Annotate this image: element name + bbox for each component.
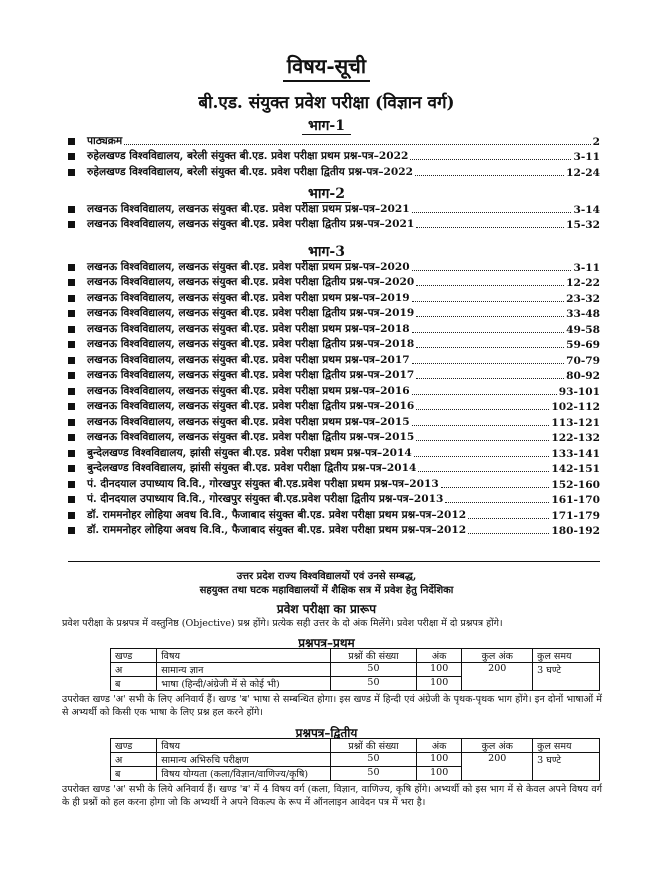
square-bullet-icon (68, 527, 75, 534)
toc-title-text: विषय-सूची (283, 54, 370, 82)
toc-entry[interactable]: लखनऊ विश्वविद्यालय, लखनऊ संयुक्त बी.एड. प्रवेश परीक्षा द्वितीय प्रश्न-पत्र–2020 12-22 (68, 274, 600, 290)
square-bullet-icon (68, 388, 75, 395)
exam-subtitle: बी.एड. संयुक्त प्रवेश परीक्षा (विज्ञान वर्ग) (198, 93, 455, 113)
toc-entry[interactable]: बुन्देलखण्ड विश्वविद्यालय, झांसी संयुक्त बी.एड. प्रवेश परीक्षा प्रथम प्रश्न-पत्र–2014 133-141 (68, 444, 600, 460)
square-bullet-icon (68, 419, 75, 426)
table-row: ब विषय योग्यता (कला/विज्ञान/वाणिज्य/कृषि) 50 100 (111, 767, 600, 781)
square-bullet-icon (68, 153, 75, 160)
section-divider (68, 561, 600, 562)
part-1-heading: भाग-1 (0, 116, 653, 135)
total-time: 3 घण्टे (533, 753, 600, 781)
format-text: प्रवेश परीक्षा के प्रश्नपत्र में वस्तुनिष्ठ (Objective) प्रश्न होंगे। प्रत्येक सही उत्तर के दो अंक मिलेंगे। प्रवेश परीक्षा में दो प्रश्नपत्र होंगे। (62, 618, 503, 629)
toc-entry[interactable]: लखनऊ विश्वविद्यालय, लखनऊ संयुक्त बी.एड. प्रवेश परीक्षा द्वितीय प्रश्न-पत्र–2018 59-69 (68, 336, 600, 352)
toc-title (0, 52, 653, 79)
square-bullet-icon (68, 264, 75, 271)
toc-entry[interactable]: लखनऊ विश्वविद्यालय, लखनऊ संयुक्त बी.एड. प्रवेश परीक्षा प्रथम प्रश्न-पत्र–2021 3-14 (68, 200, 600, 216)
part-2-heading: भाग-2 (0, 184, 653, 203)
square-bullet-icon (68, 310, 75, 317)
paper-1-title: प्रश्नपत्र–प्रथम (298, 636, 355, 650)
square-bullet-icon (68, 450, 75, 457)
square-bullet-icon (68, 496, 75, 503)
toc-entry[interactable]: रुहेलखण्ड विश्वविद्यालय, बरेली संयुक्त बी.एड. प्रवेश परीक्षा द्वितीय प्रश्न-पत्र–2022 12-24 (68, 163, 600, 179)
square-bullet-icon (68, 138, 75, 145)
square-bullet-icon (68, 206, 75, 213)
part-2-list (68, 200, 600, 231)
toc-entry[interactable]: डॉ. राममनोहर लोहिया अवध वि.वि., फैजाबाद संयुक्त बी.एड. प्रवेश परीक्षा प्रथम प्रश्न-पत्र–2012 171-179 (68, 506, 600, 522)
toc-entry[interactable]: पाठ्यक्रम 2 (68, 132, 600, 148)
guide-heading: उत्तर प्रदेश राज्य विश्वविद्यालयों एवं उनसे सम्बद्ध, सहयुक्त तथा घटक महाविद्यालयों में शैक्षिक सत्र में प्रवेश हेतु निर्देशिका (199, 571, 454, 596)
table-row: अ सामान्य अभिरुचि परीक्षण 50 100 200 3 घण्टे (111, 753, 600, 767)
total-marks: 200 (462, 663, 533, 691)
paper-2-table (110, 738, 600, 781)
toc-entry[interactable]: लखनऊ विश्वविद्यालय, लखनऊ संयुक्त बी.एड. प्रवेश परीक्षा प्रथम प्रश्न-पत्र–2016 93-101 (68, 382, 600, 398)
square-bullet-icon (68, 357, 75, 364)
square-bullet-icon (68, 295, 75, 302)
toc-entry[interactable]: लखनऊ विश्वविद्यालय, लखनऊ संयुक्त बी.एड. प्रवेश परीक्षा द्वितीय प्रश्न-पत्र–2015 122-132 (68, 429, 600, 445)
toc-entry[interactable]: रुहेलखण्ड विश्वविद्यालय, बरेली संयुक्त बी.एड. प्रवेश परीक्षा प्रथम प्रश्न-पत्र–2022 3-11 (68, 148, 600, 164)
total-marks: 200 (462, 753, 533, 781)
square-bullet-icon (68, 326, 75, 333)
part-3-heading: भाग-3 (0, 242, 653, 261)
paper-2-note: उपरोक्त खण्ड 'अ' सभी के लिये अनिवार्य हैं। खण्ड 'ब' में 4 विषय वर्ग (कला, विज्ञान, वाणिज्य, कृषि होंगे। अभ्यर्थी को इस भाग में से केवल अपने विषय वर्ग के ही प्रश्नों को हल करना होगा जो कि अभ्यर्थी ने अपने विकल्प के रूप में ऑनलाइन आवेदन पत्र में भरा है। (62, 784, 602, 808)
toc-entry[interactable]: लखनऊ विश्वविद्यालय, लखनऊ संयुक्त बी.एड. प्रवेश परीक्षा प्रथम प्रश्न-पत्र–2020 3-11 (68, 258, 600, 274)
toc-entry[interactable]: लखनऊ विश्वविद्यालय, लखनऊ संयुक्त बी.एड. प्रवेश परीक्षा द्वितीय प्रश्न-पत्र–2017 80-92 (68, 367, 600, 383)
toc-entry[interactable]: डॉ. राममनोहर लोहिया अवध वि.वि., फैजाबाद संयुक्त बी.एड. प्रवेश परीक्षा प्रथम प्रश्न-पत्र–2012 180-192 (68, 522, 600, 538)
square-bullet-icon (68, 221, 75, 228)
square-bullet-icon (68, 169, 75, 176)
square-bullet-icon (68, 512, 75, 519)
part-1-list (68, 132, 600, 179)
total-time: 3 घण्टे (533, 663, 600, 691)
paper-1-note: उपरोक्त खण्ड 'अ' सभी के लिए अनिवार्य हैं। खण्ड 'ब' भाषा से सम्बन्धित होगा। इस खण्ड में हिन्दी एवं अंग्रेजी के पृथक-पृथक भाग होंगे। इन दोनों भाषाओं में से अभ्यर्थी को किसी एक भाषा के लिए प्रश्न हल करने होंगे। (62, 694, 602, 718)
toc-entry[interactable]: लखनऊ विश्वविद्यालय, लखनऊ संयुक्त बी.एड. प्रवेश परीक्षा प्रथम प्रश्न-पत्र–2015 113-121 (68, 413, 600, 429)
square-bullet-icon (68, 434, 75, 441)
format-title: प्रवेश परीक्षा का प्रारूप (276, 602, 377, 616)
toc-entry[interactable]: लखनऊ विश्वविद्यालय, लखनऊ संयुक्त बी.एड. प्रवेश परीक्षा प्रथम प्रश्न-पत्र–2019 23-32 (68, 289, 600, 305)
toc-entry[interactable]: लखनऊ विश्वविद्यालय, लखनऊ संयुक्त बी.एड. प्रवेश परीक्षा प्रथम प्रश्न-पत्र–2017 70-79 (68, 351, 600, 367)
table-row: अ सामान्य ज्ञान 50 100 200 3 घण्टे (111, 663, 600, 677)
toc-entry[interactable]: लखनऊ विश्वविद्यालय, लखनऊ संयुक्त बी.एड. प्रवेश परीक्षा द्वितीय प्रश्न-पत्र–2021 15-32 (68, 216, 600, 232)
square-bullet-icon (68, 341, 75, 348)
paper-1-table (110, 648, 600, 691)
toc-entry[interactable]: लखनऊ विश्वविद्यालय, लखनऊ संयुक्त बी.एड. प्रवेश परीक्षा द्वितीय प्रश्न-पत्र–2019 33-48 (68, 305, 600, 321)
toc-entry[interactable]: पं. दीनदयाल उपाध्याय वि.वि., गोरखपुर संयुक्त बी.एड.प्रवेश परीक्षा द्वितीय प्रश्न-पत्र–2013 161-170 (68, 491, 600, 507)
toc-entry[interactable]: लखनऊ विश्वविद्यालय, लखनऊ संयुक्त बी.एड. प्रवेश परीक्षा द्वितीय प्रश्न-पत्र–2016 102-112 (68, 398, 600, 414)
toc-entry[interactable]: लखनऊ विश्वविद्यालय, लखनऊ संयुक्त बी.एड. प्रवेश परीक्षा प्रथम प्रश्न-पत्र–2018 49-58 (68, 320, 600, 336)
table-header-row: खण्ड विषय प्रश्नों की संख्या अंक कुल अंक कुल समय (111, 649, 600, 663)
square-bullet-icon (68, 403, 75, 410)
toc-entry[interactable]: बुन्देलखण्ड विश्वविद्यालय, झांसी संयुक्त बी.एड. प्रवेश परीक्षा द्वितीय प्रश्न-पत्र–2014 142-151 (68, 460, 600, 476)
paper-2-title: प्रश्नपत्र–द्वितीय (295, 726, 358, 740)
table-header-row: खण्ड विषय प्रश्नों की संख्या अंक कुल अंक कुल समय (111, 739, 600, 753)
toc-entry[interactable]: पं. दीनदयाल उपाध्याय वि.वि., गोरखपुर संयुक्त बी.एड.प्रवेश परीक्षा प्रथम प्रश्न-पत्र–2013 152-160 (68, 475, 600, 491)
table-row: ब भाषा (हिन्दी/अंग्रेजी में से कोई भी) 50 100 (111, 677, 600, 691)
part-3-list (68, 258, 600, 537)
square-bullet-icon (68, 465, 75, 472)
square-bullet-icon (68, 372, 75, 379)
square-bullet-icon (68, 481, 75, 488)
square-bullet-icon (68, 279, 75, 286)
